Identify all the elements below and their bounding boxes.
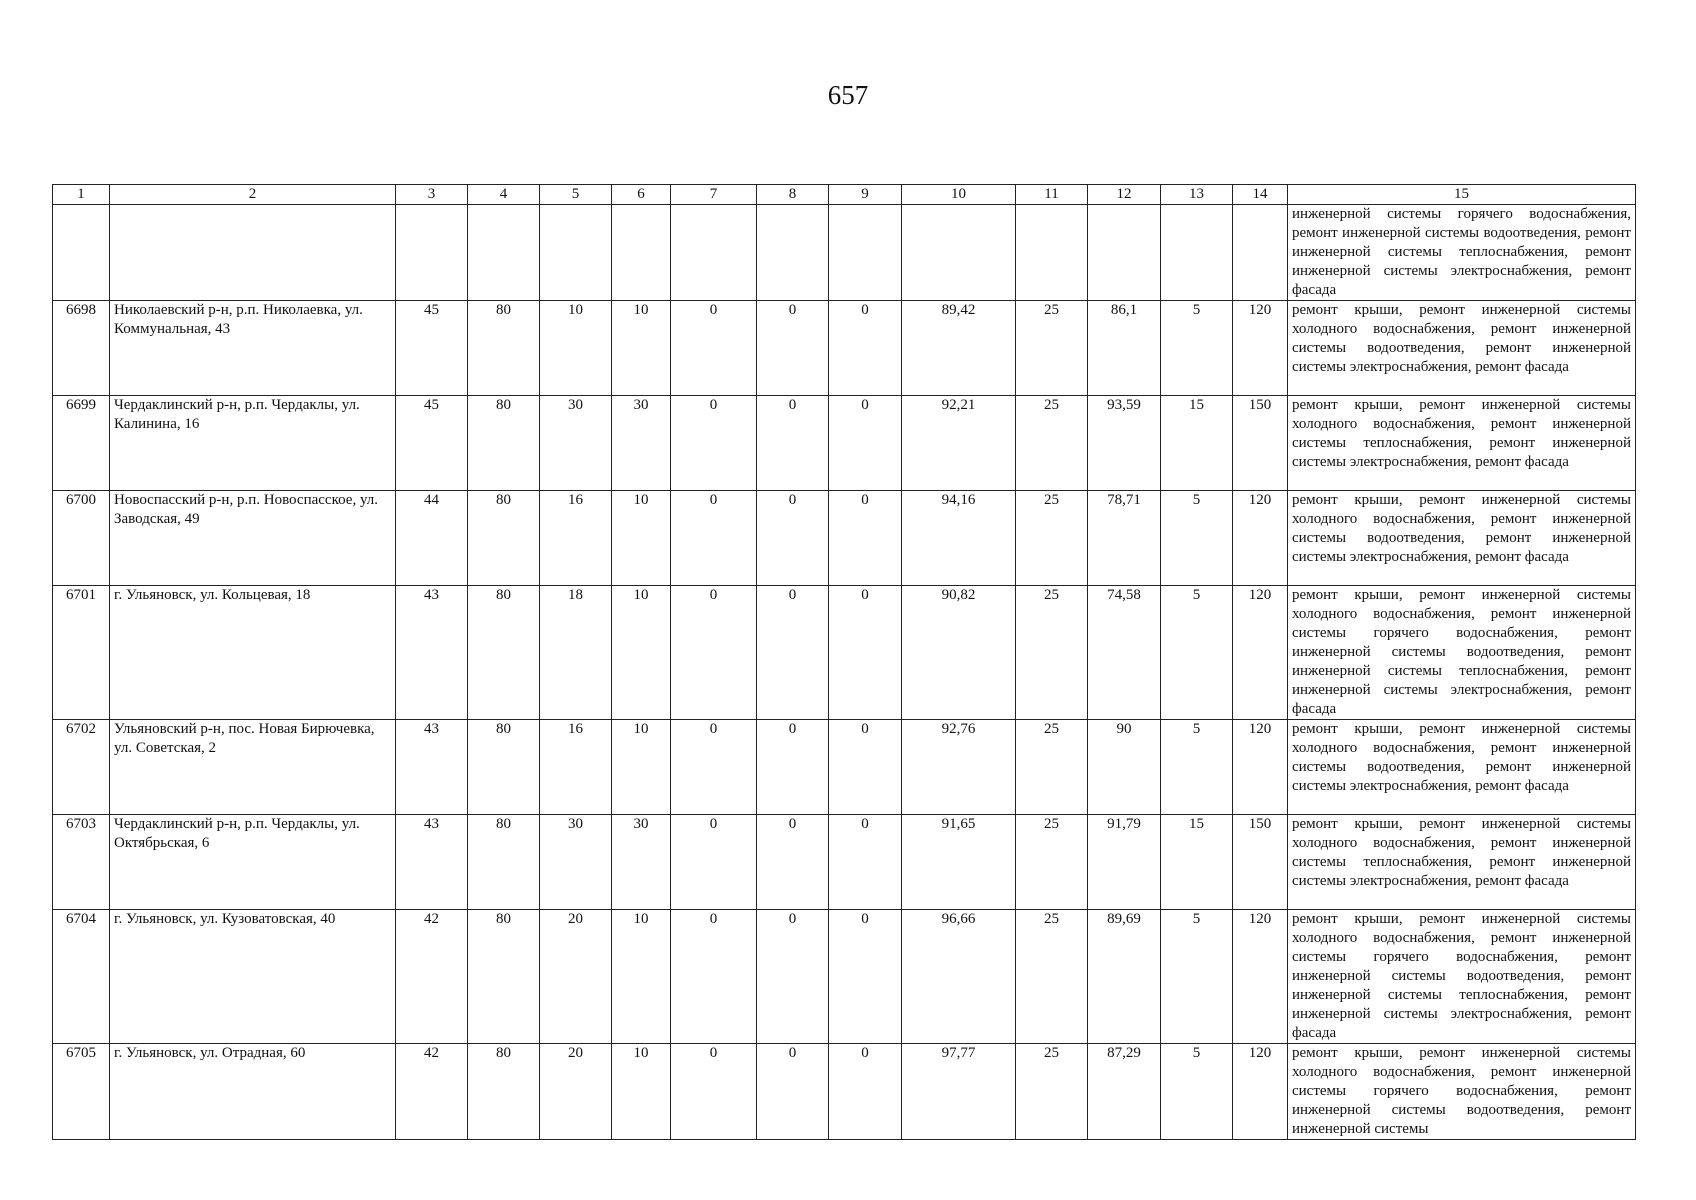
row-number: 6705 <box>53 1044 110 1140</box>
value-cell-col-10: 92,21 <box>902 396 1016 491</box>
value-cell-col-13: 5 <box>1161 586 1233 720</box>
column-header-7: 7 <box>671 185 757 205</box>
value-cell-col-9 <box>829 205 902 301</box>
value-cell-col-13: 5 <box>1161 1044 1233 1140</box>
value-cell-col-10: 91,65 <box>902 815 1016 910</box>
value-cell-col-12: 87,29 <box>1088 1044 1161 1140</box>
value-cell-col-11: 25 <box>1016 1044 1088 1140</box>
value-cell-col-5: 16 <box>540 491 612 586</box>
value-cell-col-4 <box>468 205 540 301</box>
value-cell-col-5: 30 <box>540 396 612 491</box>
value-cell-col-8: 0 <box>757 301 829 396</box>
table-row <box>53 396 1636 491</box>
table-row <box>53 301 1636 396</box>
value-cell-col-7: 0 <box>671 720 757 815</box>
row-number: 6704 <box>53 910 110 1044</box>
value-cell-col-10: 92,76 <box>902 720 1016 815</box>
value-cell-col-3: 44 <box>396 491 468 586</box>
value-cell-col-5: 10 <box>540 301 612 396</box>
value-cell-col-6: 30 <box>612 815 671 910</box>
works-description-cell: ремонт крыши, ремонт инженерной системы холодного водоснабжения, ремонт инженерной системы горячего водоснабжения, ремонт инженерной системы водоотведения, ремонт инженерной системы теплоснабжения, ремонт инженерной системы электроснабжения, ремонт фасада <box>1288 910 1636 1044</box>
table-row <box>53 720 1636 815</box>
works-description-cell: ремонт крыши, ремонт инженерной системы холодного водоснабжения, ремонт инженерной системы горячего водоснабжения, ремонт инженерной системы водоотведения, ремонт инженерной системы теплоснабжения, ремонт инженерной системы электроснабжения, ремонт фасада <box>1288 586 1636 720</box>
value-cell-col-14: 150 <box>1233 396 1288 491</box>
value-cell-col-14: 120 <box>1233 491 1288 586</box>
value-cell-col-9: 0 <box>829 1044 902 1140</box>
value-cell-col-14: 120 <box>1233 301 1288 396</box>
value-cell-col-12: 93,59 <box>1088 396 1161 491</box>
value-cell-col-8: 0 <box>757 396 829 491</box>
value-cell-col-7 <box>671 205 757 301</box>
address-cell: Новоспасский р-н, р.п. Новоспасское, ул. Заводская, 49 <box>110 491 396 586</box>
value-cell-col-11: 25 <box>1016 910 1088 1044</box>
column-header-6: 6 <box>612 185 671 205</box>
value-cell-col-6: 10 <box>612 491 671 586</box>
address-cell: г. Ульяновск, ул. Отрадная, 60 <box>110 1044 396 1140</box>
row-number: 6698 <box>53 301 110 396</box>
header-row <box>53 185 1636 205</box>
column-header-10: 10 <box>902 185 1016 205</box>
value-cell-col-11 <box>1016 205 1088 301</box>
value-cell-col-5: 18 <box>540 586 612 720</box>
value-cell-col-10 <box>902 205 1016 301</box>
value-cell-col-8: 0 <box>757 1044 829 1140</box>
value-cell-col-12: 74,58 <box>1088 586 1161 720</box>
value-cell-col-14: 120 <box>1233 1044 1288 1140</box>
value-cell-col-13: 15 <box>1161 396 1233 491</box>
column-header-2: 2 <box>110 185 396 205</box>
value-cell-col-4: 80 <box>468 720 540 815</box>
table-body <box>53 205 1636 1140</box>
value-cell-col-13: 5 <box>1161 910 1233 1044</box>
column-header-9: 9 <box>829 185 902 205</box>
address-cell: Чердаклинский р-н, р.п. Чердаклы, ул. Калинина, 16 <box>110 396 396 491</box>
value-cell-col-4: 80 <box>468 396 540 491</box>
value-cell-col-4: 80 <box>468 586 540 720</box>
value-cell-col-13: 5 <box>1161 301 1233 396</box>
value-cell-col-3: 43 <box>396 586 468 720</box>
value-cell-col-5: 20 <box>540 1044 612 1140</box>
works-description-cell: ремонт крыши, ремонт инженерной системы холодного водоснабжения, ремонт инженерной системы горячего водоснабжения, ремонт инженерной системы водоотведения, ремонт инженерной системы <box>1288 1044 1636 1140</box>
table-row <box>53 491 1636 586</box>
value-cell-col-8: 0 <box>757 491 829 586</box>
value-cell-col-3: 43 <box>396 815 468 910</box>
column-header-15: 15 <box>1288 185 1636 205</box>
works-description-cell: ремонт крыши, ремонт инженерной системы холодного водоснабжения, ремонт инженерной системы водоотведения, ремонт инженерной системы электроснабжения, ремонт фасада <box>1288 301 1636 396</box>
value-cell-col-12: 89,69 <box>1088 910 1161 1044</box>
address-cell: Чердаклинский р-н, р.п. Чердаклы, ул. Октябрьская, 6 <box>110 815 396 910</box>
value-cell-col-4: 80 <box>468 301 540 396</box>
table-row <box>53 586 1636 720</box>
value-cell-col-6: 10 <box>612 910 671 1044</box>
value-cell-col-9: 0 <box>829 586 902 720</box>
value-cell-col-8: 0 <box>757 910 829 1044</box>
column-header-8: 8 <box>757 185 829 205</box>
value-cell-col-6 <box>612 205 671 301</box>
value-cell-col-12 <box>1088 205 1161 301</box>
value-cell-col-7: 0 <box>671 910 757 1044</box>
value-cell-col-3 <box>396 205 468 301</box>
value-cell-col-13: 5 <box>1161 491 1233 586</box>
works-description-cell: инженерной системы горячего водоснабжения, ремонт инженерной системы водоотведения, ремонт инженерной системы теплоснабжения, ремонт инженерной системы электроснабжения, ремонт фасада <box>1288 205 1636 301</box>
column-header-13: 13 <box>1161 185 1233 205</box>
value-cell-col-12: 86,1 <box>1088 301 1161 396</box>
value-cell-col-5 <box>540 205 612 301</box>
value-cell-col-9: 0 <box>829 910 902 1044</box>
value-cell-col-13: 15 <box>1161 815 1233 910</box>
column-header-5: 5 <box>540 185 612 205</box>
value-cell-col-8: 0 <box>757 720 829 815</box>
value-cell-col-7: 0 <box>671 396 757 491</box>
value-cell-col-11: 25 <box>1016 815 1088 910</box>
row-number: 6701 <box>53 586 110 720</box>
row-number: 6700 <box>53 491 110 586</box>
value-cell-col-7: 0 <box>671 586 757 720</box>
value-cell-col-6: 10 <box>612 1044 671 1140</box>
value-cell-col-11: 25 <box>1016 720 1088 815</box>
table-row <box>53 815 1636 910</box>
address-cell: г. Ульяновск, ул. Кольцевая, 18 <box>110 586 396 720</box>
value-cell-col-13: 5 <box>1161 720 1233 815</box>
value-cell-col-3: 45 <box>396 396 468 491</box>
value-cell-col-3: 45 <box>396 301 468 396</box>
works-description-cell: ремонт крыши, ремонт инженерной системы холодного водоснабжения, ремонт инженерной системы теплоснабжения, ремонт инженерной системы электроснабжения, ремонт фасада <box>1288 815 1636 910</box>
value-cell-col-12: 91,79 <box>1088 815 1161 910</box>
value-cell-col-7: 0 <box>671 301 757 396</box>
row-number: 6699 <box>53 396 110 491</box>
value-cell-col-10: 97,77 <box>902 1044 1016 1140</box>
works-description-cell: ремонт крыши, ремонт инженерной системы холодного водоснабжения, ремонт инженерной системы водоотведения, ремонт инженерной системы электроснабжения, ремонт фасада <box>1288 720 1636 815</box>
page-number: 657 <box>827 80 869 110</box>
column-header-14: 14 <box>1233 185 1288 205</box>
value-cell-col-14: 150 <box>1233 815 1288 910</box>
value-cell-col-4: 80 <box>468 1044 540 1140</box>
value-cell-col-8 <box>757 205 829 301</box>
column-header-1: 1 <box>53 185 110 205</box>
value-cell-col-14: 120 <box>1233 586 1288 720</box>
value-cell-col-10: 90,82 <box>902 586 1016 720</box>
value-cell-col-9: 0 <box>829 815 902 910</box>
column-header-12: 12 <box>1088 185 1161 205</box>
value-cell-col-9: 0 <box>829 491 902 586</box>
value-cell-col-13 <box>1161 205 1233 301</box>
value-cell-col-4: 80 <box>468 491 540 586</box>
value-cell-col-11: 25 <box>1016 396 1088 491</box>
table-row <box>53 205 1636 301</box>
value-cell-col-11: 25 <box>1016 586 1088 720</box>
value-cell-col-5: 16 <box>540 720 612 815</box>
column-header-3: 3 <box>396 185 468 205</box>
value-cell-col-14: 120 <box>1233 720 1288 815</box>
value-cell-col-6: 10 <box>612 586 671 720</box>
value-cell-col-8: 0 <box>757 815 829 910</box>
value-cell-col-4: 80 <box>468 910 540 1044</box>
row-number <box>53 205 110 301</box>
value-cell-col-6: 10 <box>612 301 671 396</box>
value-cell-col-14 <box>1233 205 1288 301</box>
works-description-cell: ремонт крыши, ремонт инженерной системы холодного водоснабжения, ремонт инженерной системы теплоснабжения, ремонт инженерной системы электроснабжения, ремонт фасада <box>1288 396 1636 491</box>
value-cell-col-12: 90 <box>1088 720 1161 815</box>
address-cell: г. Ульяновск, ул. Кузоватовская, 40 <box>110 910 396 1044</box>
value-cell-col-9: 0 <box>829 720 902 815</box>
value-cell-col-11: 25 <box>1016 491 1088 586</box>
value-cell-col-7: 0 <box>671 491 757 586</box>
value-cell-col-10: 96,66 <box>902 910 1016 1044</box>
column-header-11: 11 <box>1016 185 1088 205</box>
value-cell-col-10: 89,42 <box>902 301 1016 396</box>
works-description-cell: ремонт крыши, ремонт инженерной системы холодного водоснабжения, ремонт инженерной системы водоотведения, ремонт инженерной системы электроснабжения, ремонт фасада <box>1288 491 1636 586</box>
value-cell-col-7: 0 <box>671 1044 757 1140</box>
value-cell-col-3: 42 <box>396 1044 468 1140</box>
value-cell-col-8: 0 <box>757 586 829 720</box>
address-cell: Ульяновский р-н, пос. Новая Бирючевка, ул. Советская, 2 <box>110 720 396 815</box>
value-cell-col-7: 0 <box>671 815 757 910</box>
value-cell-col-4: 80 <box>468 815 540 910</box>
row-number: 6702 <box>53 720 110 815</box>
value-cell-col-3: 42 <box>396 910 468 1044</box>
column-header-4: 4 <box>468 185 540 205</box>
value-cell-col-6: 30 <box>612 396 671 491</box>
address-cell <box>110 205 396 301</box>
value-cell-col-5: 30 <box>540 815 612 910</box>
housing-repair-table <box>52 184 1636 1140</box>
value-cell-col-9: 0 <box>829 396 902 491</box>
value-cell-col-11: 25 <box>1016 301 1088 396</box>
value-cell-col-6: 10 <box>612 720 671 815</box>
value-cell-col-3: 43 <box>396 720 468 815</box>
table-row <box>53 910 1636 1044</box>
value-cell-col-10: 94,16 <box>902 491 1016 586</box>
table-row <box>53 1044 1636 1140</box>
address-cell: Николаевский р-н, р.п. Николаевка, ул. Коммунальная, 43 <box>110 301 396 396</box>
value-cell-col-9: 0 <box>829 301 902 396</box>
value-cell-col-5: 20 <box>540 910 612 1044</box>
value-cell-col-14: 120 <box>1233 910 1288 1044</box>
row-number: 6703 <box>53 815 110 910</box>
value-cell-col-12: 78,71 <box>1088 491 1161 586</box>
